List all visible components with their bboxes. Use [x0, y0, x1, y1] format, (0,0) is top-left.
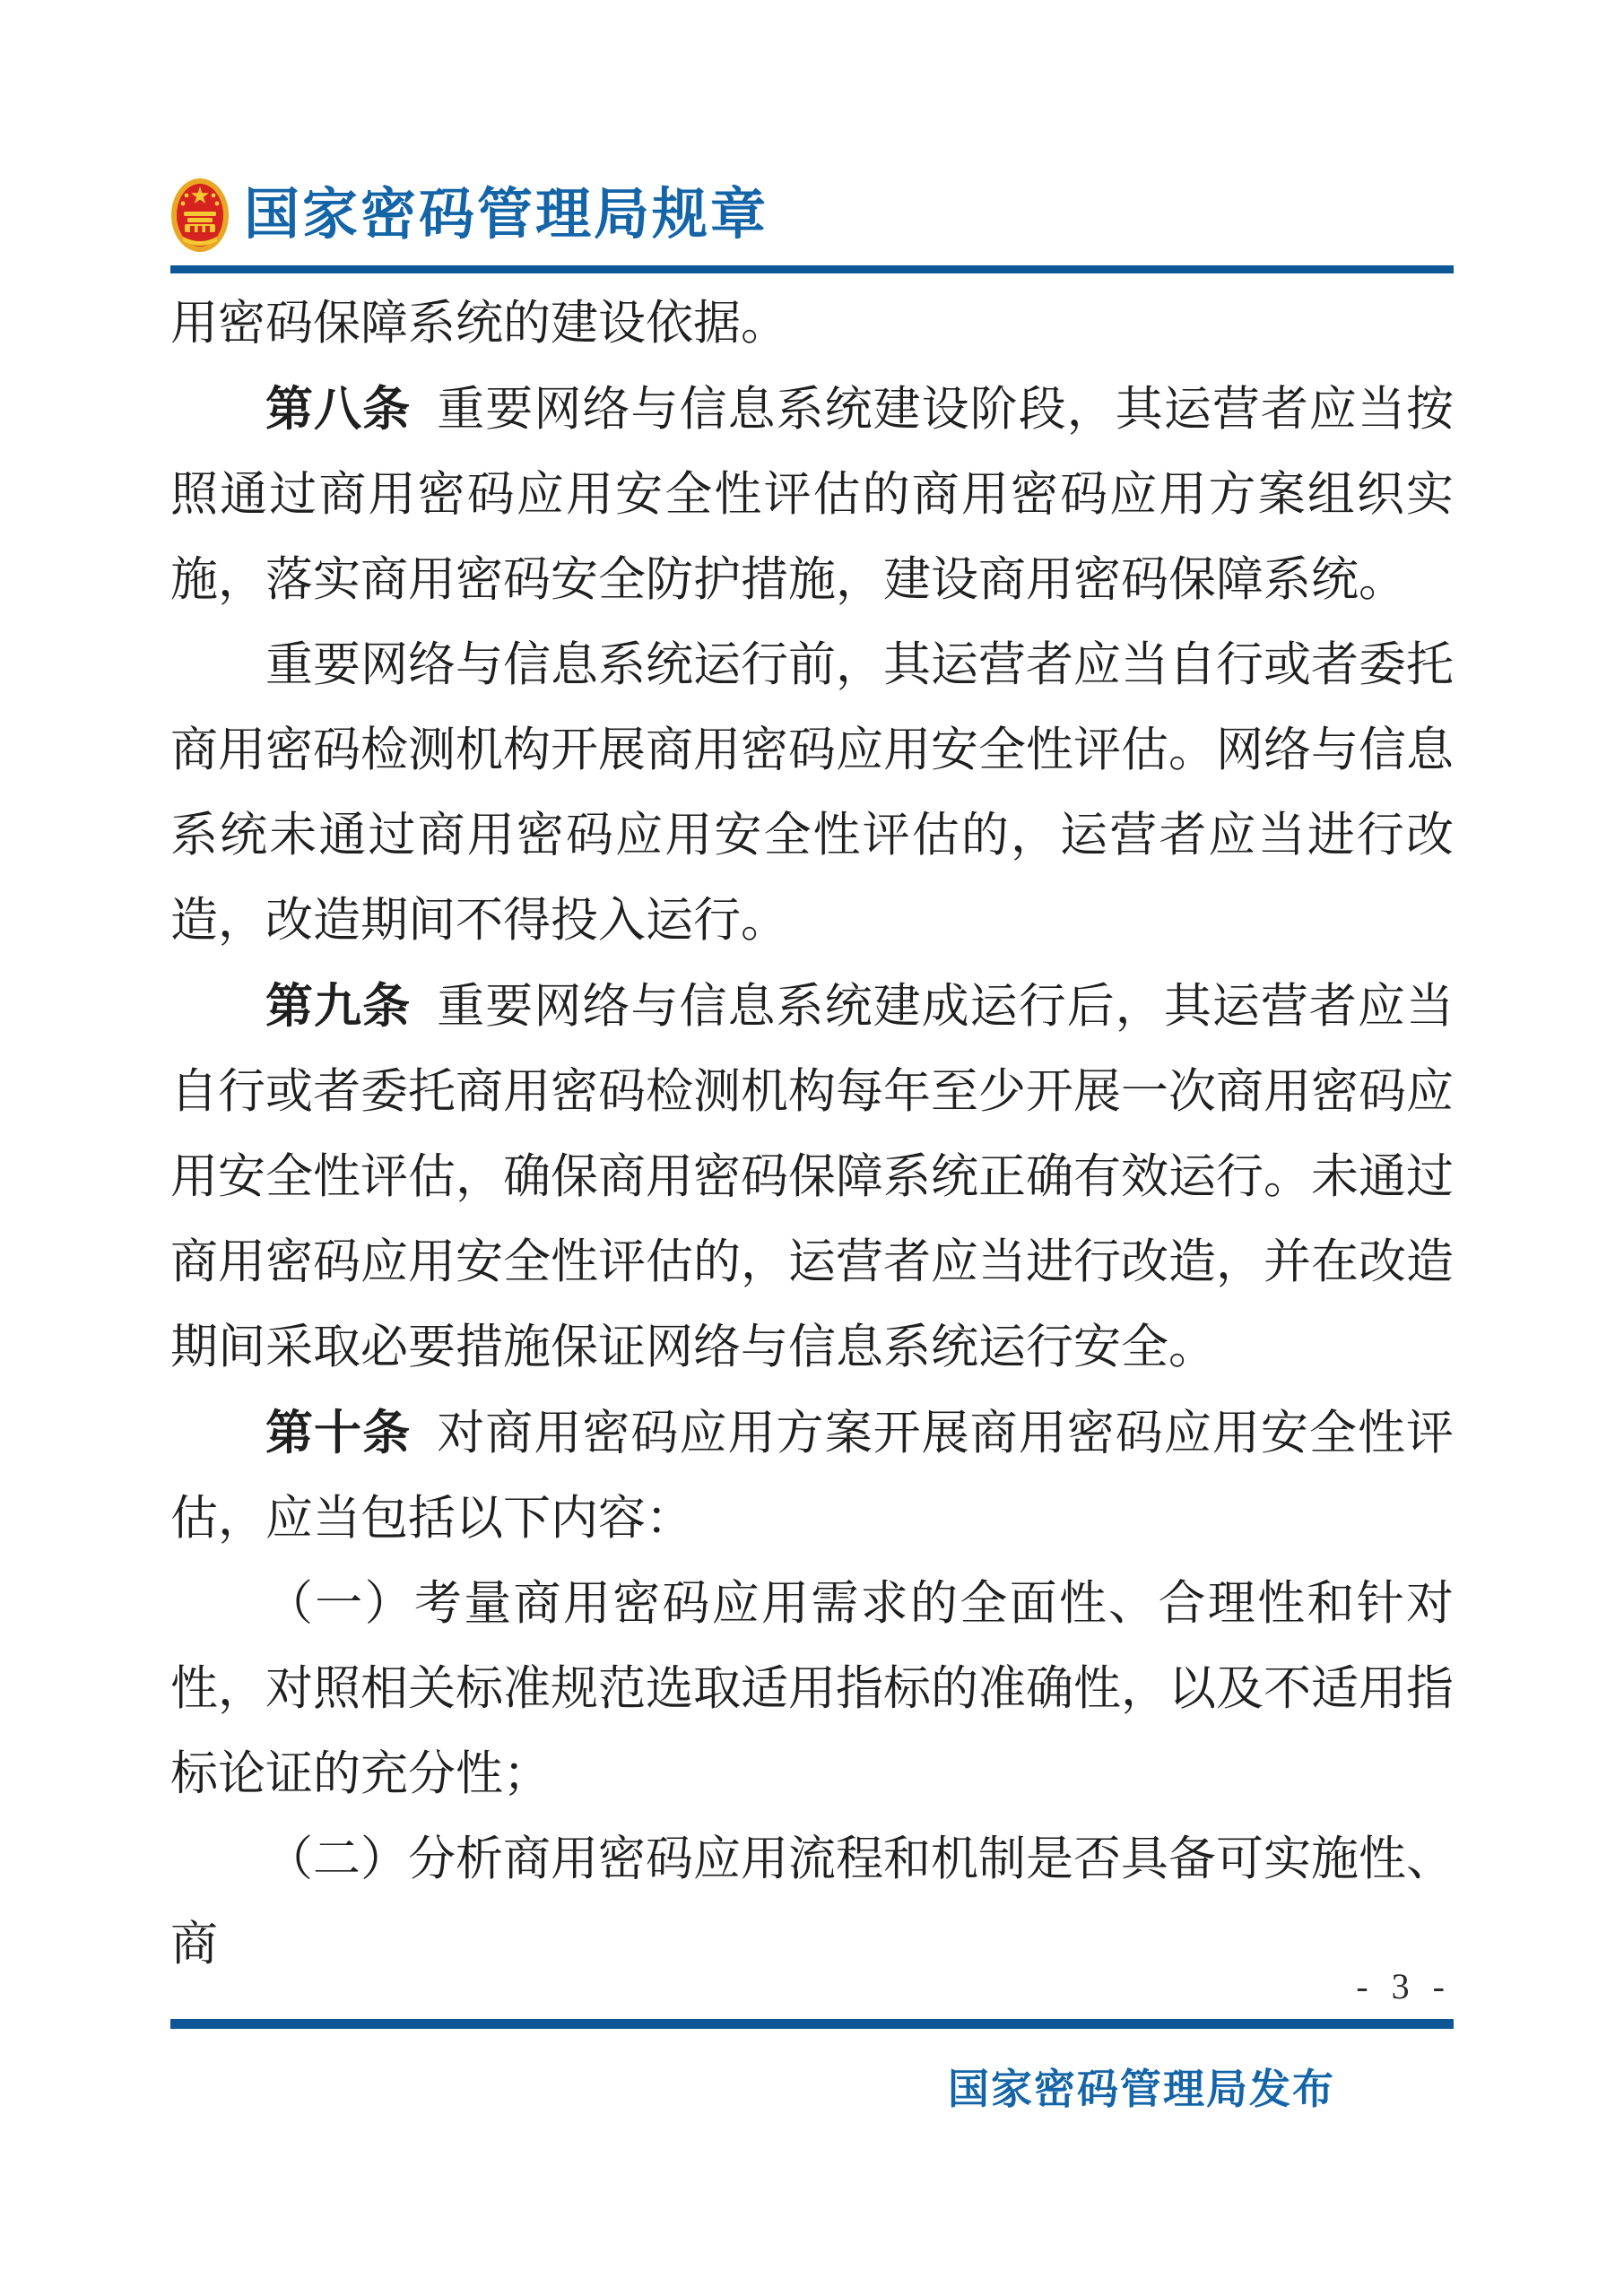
paragraph-text: 用密码保障系统的建设依据。: [170, 298, 788, 350]
article-number: 第九条: [265, 980, 412, 1033]
page-title: 国家密码管理局规章: [244, 184, 769, 246]
national-emblem-icon: [170, 178, 230, 253]
paragraph-text: 重要网络与信息系统建成运行后，其运营者应当自行或者委托商用密码检测机构每年至少开展一次商用密码应用安全性评估，确保商用密码保障系统正确有效运行。未通过商用密码应用安全性评估的，运营者应当进行改造，并在改造期间采取必要措施保证网络与信息系统运行安全。: [170, 981, 1455, 1373]
page-header: [170, 178, 1454, 253]
body-paragraph: [170, 282, 1454, 367]
footer-divider: [170, 2019, 1454, 2029]
body-paragraph: [170, 1817, 1454, 1988]
paragraph-text: 重要网络与信息系统建设阶段，其运营者应当按照通过商用密码应用安全性评估的商用密码应用方案组织实施，落实商用密码安全防护措施，建设商用密码保障系统。: [170, 384, 1455, 606]
body-paragraph: [170, 964, 1454, 1391]
article-number: 第八条: [265, 383, 412, 436]
regulation-body: [170, 282, 1454, 1988]
page-number: - 3 -: [1356, 1966, 1452, 2006]
paragraph-text: 重要网络与信息系统运行前，其运营者应当自行或者委托商用密码检测机构开展商用密码应用安全性评估。网络与信息系统未通过商用密码应用安全性评估的，运营者应当进行改造，改造期间不得投入运行。: [170, 639, 1454, 947]
article-number: 第十条: [265, 1407, 412, 1460]
body-paragraph: [170, 1391, 1454, 1562]
body-paragraph: [170, 623, 1454, 964]
paragraph-text: （一）考量商用密码应用需求的全面性、合理性和针对性，对照相关标准规范选取适用指标的准确性，以及不适用指标论证的充分性；: [170, 1578, 1454, 1800]
body-paragraph: [170, 367, 1454, 623]
paragraph-text: 对商用密码应用方案开展商用密码应用安全性评估，应当包括以下内容：: [170, 1408, 1455, 1545]
publisher-label: 国家密码管理局发布: [948, 2066, 1335, 2112]
header-divider: [170, 265, 1454, 273]
body-paragraph: [170, 1562, 1454, 1817]
paragraph-text: （二）分析商用密码应用流程和机制是否具备可实施性、商: [170, 1833, 1454, 1971]
